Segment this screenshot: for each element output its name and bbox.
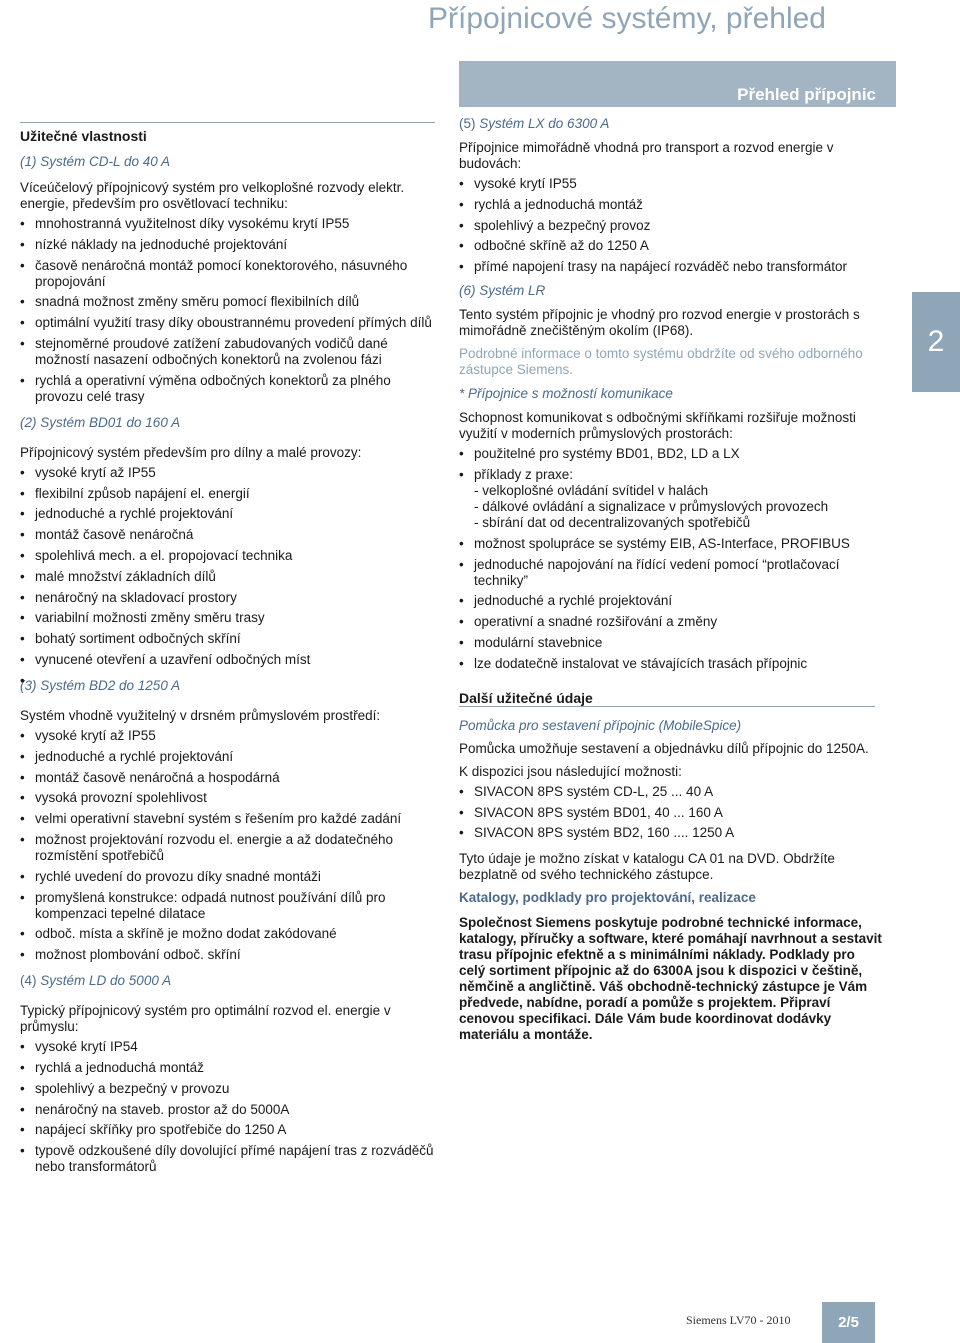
list-item: • montáž časově nenáročná (20, 527, 435, 543)
body-text: Pomůcka umožňuje sestavení a objednávku dílů přípojnic do 1250A. (459, 740, 869, 756)
list-item: • stejnoměrné proudové zatížení zabudovaných vodičů dané možností nasazení odbočných konektorů na zvolenou fázi (20, 336, 435, 368)
feature-list (20, 1039, 435, 1175)
list-item: • jednoduché napojování na řídící vedení pomocí “protlačovací techniky” (459, 557, 884, 589)
intro-text: Přípojnice mimořádně vhodná pro transport a rozvod energie v budovách: (459, 140, 834, 171)
list-item: • přímé napojení trasy na napájecí rozváděč nebo transformátor (459, 259, 884, 275)
list-item: • spolehlivý a bezpečný provoz (459, 218, 884, 234)
system-heading: * Přípojnice s možností komunikace (459, 386, 673, 402)
list-item: • modulární stavebnice (459, 635, 884, 651)
list-item-label: • příklady z praxe: (474, 466, 574, 482)
system-heading: (2) Systém BD01 do 160 A (20, 414, 181, 430)
list-item: • rychlá a operativní výměna odbočných konektorů za plného provozu celé trasy (20, 373, 435, 405)
system-heading: (3) Systém BD2 do 1250 A (20, 677, 181, 693)
feature-list (20, 216, 435, 405)
section-title: Užitečné vlastnosti (20, 128, 147, 144)
list-item: • možnost spolupráce se systémy EIB, AS-Interface, PROFIBUS (459, 536, 884, 552)
list-item: • bohatý sortiment odbočných skříní (20, 631, 435, 647)
header-bar (459, 61, 896, 107)
list-item: • vysoké krytí IP54 (20, 1039, 435, 1055)
list-item: • jednoduché a rychlé projektování (20, 749, 435, 765)
list-item: • jednoduché a rychlé projektování (20, 506, 435, 522)
system-name: Systém LD do 5000 A (40, 973, 172, 989)
system-number: (4) (20, 973, 37, 989)
list-item: • rychlé uvedení do provozu díky snadné montáži (20, 869, 435, 885)
divider (459, 706, 875, 707)
list-item: • typově odzkoušené díly dovolující přímé napájení tras z rozváděčů nebo transformátorů (20, 1143, 435, 1175)
list-item: • velmi operativní stavební systém s řešením pro každé zadání (20, 811, 435, 827)
list-item: • vysoké krytí IP55 (459, 176, 884, 192)
sub-list-item: - dálkové ovládání a signalizace v průmyslových provozech (474, 498, 829, 514)
list-item: • odboč. místa a skříně je možno dodat zakódované (20, 926, 435, 942)
list-item: • lze dodatečně instalovat ve stávajících trasách přípojnic (459, 656, 884, 672)
list-item: • spolehlivá mech. a el. propojovací technika (20, 548, 435, 564)
feature-list (20, 728, 435, 963)
list-item: • vysoká provozní spolehlivost (20, 790, 435, 806)
options-list (459, 784, 884, 842)
list-item: • rychlá a jednoduchá montáž (20, 1060, 435, 1076)
intro-text: Víceúčelový přípojnicový systém pro velkoplošné rozvody elektr. energie, především pro osvětlovací techniku: (20, 180, 405, 211)
list-item: • nenáročný na staveb. prostor až do 5000A (20, 1102, 435, 1118)
note-text: Podrobné informace o tomto systému obdržíte od svého odborného zástupce Siemens. (459, 346, 863, 378)
list-item: • vynucené otevření a uzavření odbočných míst (20, 652, 435, 668)
page-title: Přípojnicové systémy, přehled (428, 2, 826, 35)
list-item: • možnost projektování rozvodu el. energie a až dodatečného rozmístění spotřebičů (20, 832, 435, 864)
chapter-tab[interactable]: 2 (912, 292, 960, 392)
feature-list (20, 465, 435, 668)
sub-list (474, 483, 884, 531)
list-item: • jednoduché a rychlé projektování (459, 593, 884, 609)
list-item: • rychlá a jednoduchá montáž (459, 197, 884, 213)
list-item: • malé množství základních dílů (20, 569, 435, 585)
system-heading (459, 116, 884, 132)
list-item: • nenáročný na skladovací prostory (20, 590, 435, 606)
intro-text: Typický přípojnicový systém pro optimální rozvod el. energie v průmyslu: (20, 1003, 391, 1035)
right-column (459, 116, 884, 1043)
intro-text: K dispozici jsou následující možnosti: (459, 763, 682, 779)
system-name: Systém LX do 6300 A (479, 116, 610, 131)
intro-text: Systém vhodně využitelný v drsném průmyslovém prostředí: (20, 707, 381, 723)
list-item: • promyšlená konstrukce: odpadá nutnost používání dílů pro kompenzaci tepelné dilatace (20, 890, 435, 922)
list-item: • montáž časově nenáročná a hospodárná (20, 770, 435, 786)
list-item: • použitelné pro systémy BD01, BD2, LD a LX (459, 446, 884, 462)
system-text: Tento systém přípojnic je vhodný pro rozvod energie v prostorách s mimořádně znečištěným okolím (IP68). (459, 307, 860, 339)
sub-list-item: - sbírání dat od decentralizovaných spotřebičů (474, 514, 751, 530)
feature-list (459, 446, 884, 672)
list-item: • možnost plombování odboč. skříní (20, 947, 435, 963)
body-text: Tyto údaje je možno získat v katalogu CA 01 na DVD. Obdržíte bezplatně od svého technického zástupce. (459, 851, 835, 883)
list-item: • mnohostranná využitelnost díky vysokému krytí IP55 (20, 216, 435, 232)
system-heading: (6) Systém LR (459, 283, 546, 299)
sub-list-item: - velkoplošné ovládání svítidel v halách (474, 482, 709, 498)
left-column (20, 120, 435, 1185)
list-item: • SIVACON 8PS systém BD01, 40 ... 160 A (459, 805, 884, 821)
list-item: • vysoké krytí až IP55 (20, 465, 435, 481)
list-item: • vysoké krytí až IP55 (20, 728, 435, 744)
list-item: • SIVACON 8PS systém BD2, 160 .... 1250 A (459, 825, 884, 841)
feature-list (459, 176, 884, 275)
list-item: • optimální využití trasy díky oboustrannému provedení přímých dílů (20, 315, 435, 331)
subsection-heading: Pomůcka pro sestavení přípojnic (MobileSpice) (459, 717, 742, 733)
intro-text: Schopnost komunikovat s odbočnými skříňkami rozšiřuje možnosti využití v moderních průmyslových prostorách: (459, 410, 856, 442)
list-item: • flexibilní způsob napájení el. energií (20, 486, 435, 502)
list-item: • operativní a snadné rozšiřování a změny (459, 614, 884, 630)
list-item: • SIVACON 8PS systém CD-L, 25 ... 40 A (459, 784, 884, 800)
system-heading (20, 973, 435, 989)
system-heading: (1) Systém CD-L do 40 A (20, 154, 171, 169)
list-item: • nízké náklady na jednoduché projektování (20, 237, 435, 253)
page-number: 2/5 (822, 1302, 875, 1343)
subsection-heading: Katalogy, podklady pro projektování, realizace (459, 890, 756, 906)
list-item: • časově nenáročná montáž pomocí konektorového, násuvného propojování (20, 258, 435, 290)
list-item: • spolehlivý a bezpečný v provozu (20, 1081, 435, 1097)
footer-text: Siemens LV70 - 2010 (686, 1313, 791, 1327)
intro-text: Přípojnicový systém především pro dílny a malé provozy: (20, 444, 362, 460)
section-title: Další užitečné údaje (459, 689, 593, 706)
body-text: Společnost Siemens poskytuje podrobné technické informace, katalogy, příručky a software, které pomáhají navrhnout a sestavit trasu přípojnic efektně a s minimálními náklady. Podklady pro celý sortiment přípojnic až do 6300A jsou k dispozici v češtině, němčině a angličtině. Váš obchodně-technický zástupce je Vám předvede, nabídne, poradí a pomůže s projektem. Připraví cenovou specifikaci. Dále Vám bude koordinovat dodávky materiálu a montáže. (459, 915, 882, 1043)
list-item: • variabilní možnosti změny směru trasy (20, 610, 435, 626)
list-item: • napájecí skříňky pro spotřebiče do 1250 A (20, 1122, 435, 1138)
list-item (459, 467, 884, 531)
system-number: (5) (459, 116, 476, 131)
list-item: • odbočné skříně až do 1250 A (459, 238, 884, 254)
list-item: • snadná možnost změny směru pomocí flexibilních dílů (20, 294, 435, 310)
header-label: Přehled přípojnic (737, 85, 876, 104)
